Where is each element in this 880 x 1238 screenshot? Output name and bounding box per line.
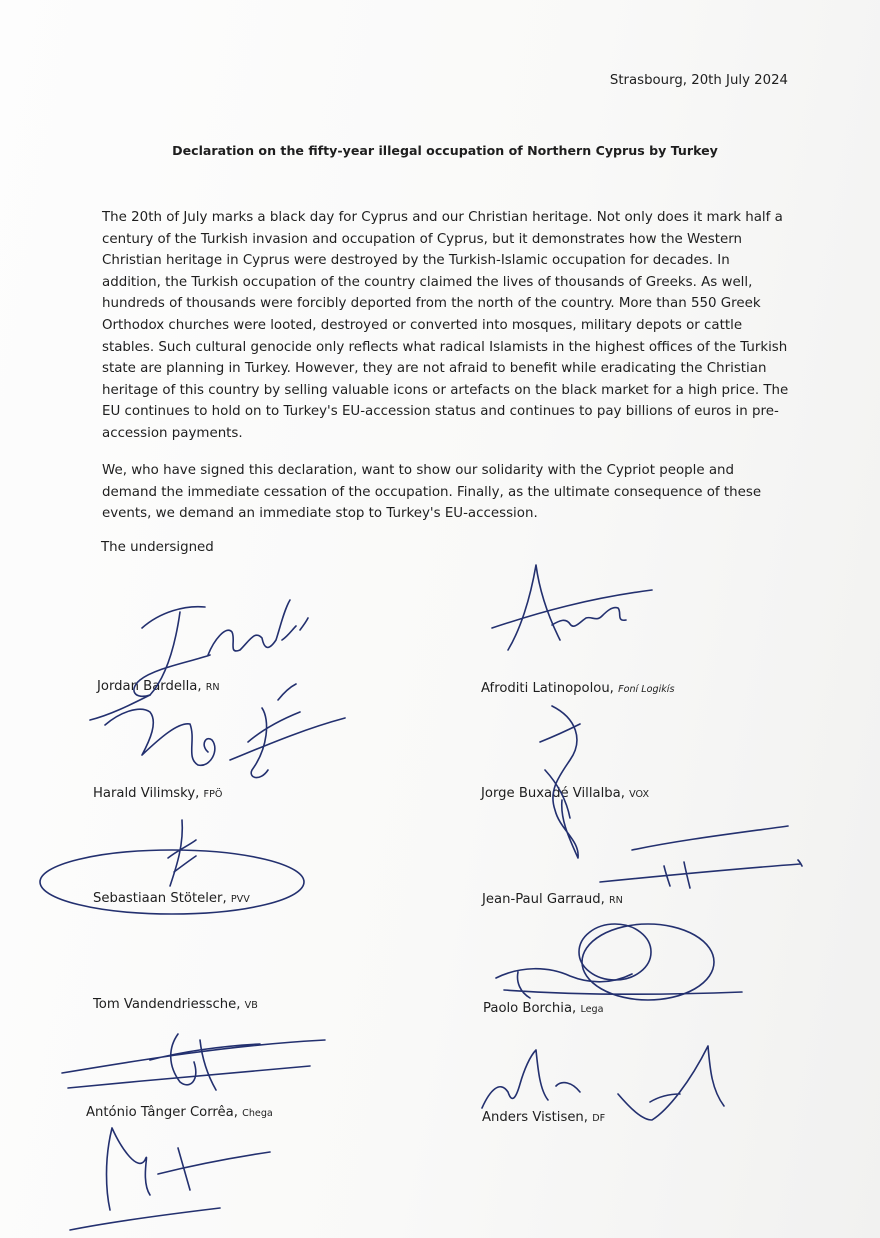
signatory-party: RN [608, 895, 623, 906]
signatory-party: Lega [580, 1004, 604, 1015]
signatory-party: Foní Logikís [618, 684, 675, 695]
signatory-sebastiaan-stoteler [93, 891, 250, 906]
undersigned-label: The undersigned [101, 540, 214, 555]
signature-vistisen-icon [482, 1046, 724, 1120]
signatory-name: Paolo Borchia, [483, 1001, 577, 1016]
signatory-party: VOX [629, 789, 650, 800]
place-date: Strasbourg, 20th July 2024 [609, 73, 788, 88]
signature-buxade-icon [540, 706, 580, 858]
signatory-name: Jean-Paul Garraud, [482, 892, 605, 907]
signature-vilimsky-icon [105, 684, 345, 778]
signatory-name: Tom Vandendriessche, [93, 997, 241, 1012]
signature-borchia-icon [496, 924, 742, 1000]
signature-tanger-correa-icon [70, 1128, 270, 1230]
signatory-harald-vilimsky [93, 786, 222, 801]
signatory-jean-paul-garraud [482, 892, 623, 907]
signature-bardella-icon [90, 600, 308, 720]
signature-garraud-icon [600, 826, 802, 888]
declaration-title: Declaration on the fifty-year illegal occupation of Northern Cyprus by Turkey [172, 143, 718, 158]
signatory-name: Jorge Buxadé Villalba, [481, 786, 625, 801]
signatory-party: VB [244, 1000, 258, 1011]
signatory-party: FPÖ [203, 789, 223, 800]
signatory-paolo-borchia [483, 1001, 604, 1016]
paragraph-1: The 20th of July marks a black day for Cyprus and our Christian heritage. Not only does it mark half a century of the Turkish invasion and occupation of Cyprus, but it demonstrates how the Western Christian heritage in Cyprus were destroyed by the Turkish-Islamic occupation for decades. In addition, the Turkish occupation of the country claimed the lives of thousands of Greeks. As well, hundreds of thousands were forcibly deported from the north of the country. More than 550 Greek Orthodox churches were looted, destroyed or converted into mosques, military depots or cattle stables. Such cultural genocide only reflects what radical Islamists in the highest offices of the Turkish state are planning in Turkey. However, they are not afraid to benefit while eradicating the Christian heritage of this country by selling valuable icons or artefacts on the black market for a high price. The EU continues to hold on to Turkey's EU-accession status and continues to pay billions of euros in pre-accession payments. [102, 210, 789, 441]
signatory-name: Jordan Bardella, [97, 679, 202, 694]
signatory-jorge-buxade-villalba [481, 786, 649, 801]
signatory-anders-vistisen [482, 1110, 605, 1125]
signatory-name: Anders Vistisen, [482, 1110, 588, 1125]
paragraph-2: We, who have signed this declaration, want to show our solidarity with the Cypriot people and demand the immediate cessation of the occupation. Finally, as the ultimate consequence of these events, we demand an immediate stop to Turkey's EU-accession. [102, 463, 762, 522]
signatory-tom-vandendriessche [93, 997, 258, 1012]
signatory-afroditi-latinopolou [481, 681, 674, 696]
signatory-party: PVV [230, 894, 250, 905]
signatory-antonio-tanger-correa [86, 1105, 273, 1120]
signatory-party: Chega [242, 1108, 273, 1119]
signatory-party: RN [205, 682, 220, 693]
signatory-name: Harald Vilimsky, [93, 786, 200, 801]
signatory-jordan-bardella [97, 679, 220, 694]
signature-vandendriessche-icon [62, 1034, 325, 1090]
signatory-name: António Tânger Corrêa, [86, 1105, 238, 1120]
signatory-party: DF [592, 1113, 606, 1124]
signature-latinopolou-icon [492, 565, 652, 650]
signatory-name: Afroditi Latinopolou, [481, 681, 614, 696]
signatory-name: Sebastiaan Stöteler, [93, 891, 227, 906]
